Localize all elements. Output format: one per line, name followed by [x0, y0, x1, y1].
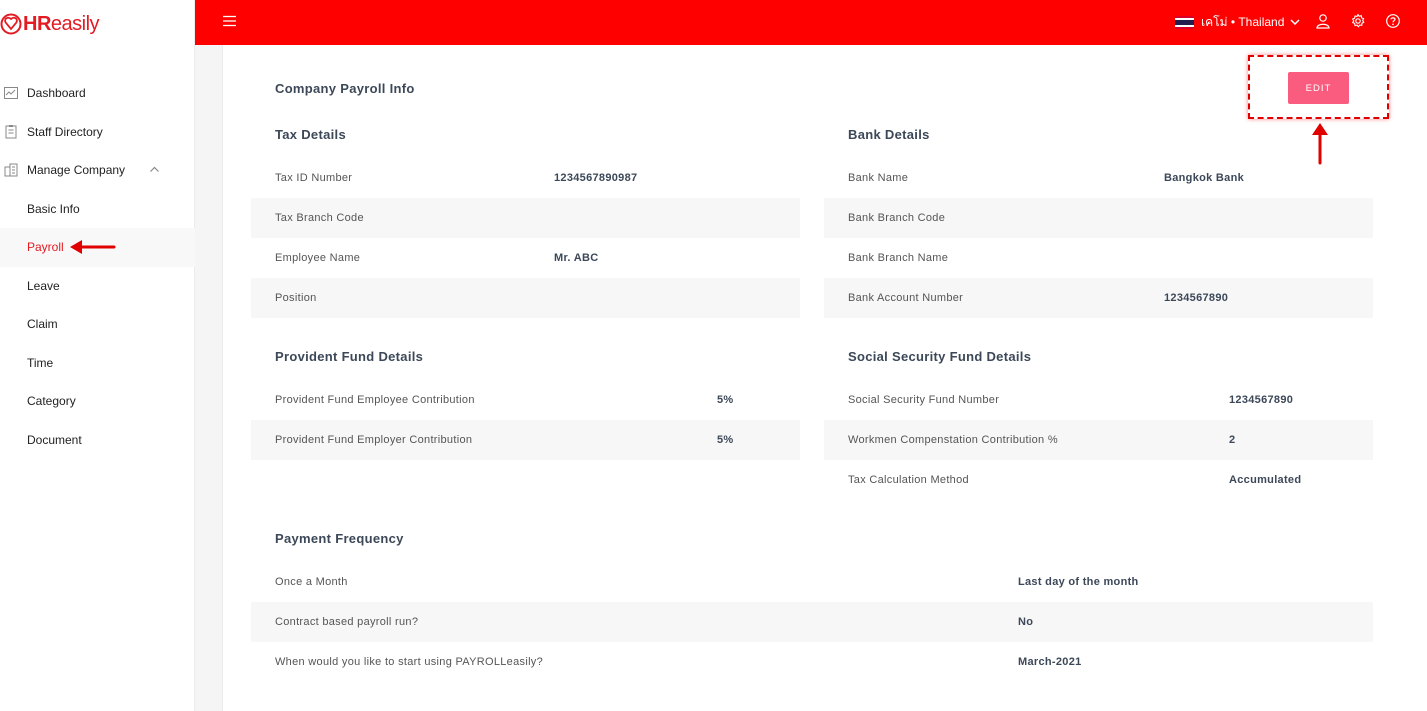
row-value: No — [1018, 616, 1034, 628]
provident-fund-title: Provident Fund Details — [275, 349, 424, 364]
provident-row-employer — [251, 420, 800, 460]
bank-details-title: Bank Details — [848, 127, 930, 142]
tax-row-employee-name — [251, 238, 800, 278]
company-selector-label: เคโม่ • Thailand — [1201, 14, 1285, 29]
sidebar-item-category[interactable] — [0, 382, 195, 421]
tax-row-position — [251, 278, 800, 318]
staff-directory-icon — [4, 125, 18, 139]
row-label: Tax ID Number — [275, 172, 353, 184]
payment-row-start-date — [251, 642, 1373, 682]
social-row-fund-number — [824, 380, 1373, 420]
row-label: Contract based payroll run? — [275, 616, 419, 628]
hamburger-icon[interactable] — [223, 14, 236, 28]
sidebar-item-basic-info[interactable] — [0, 190, 195, 229]
row-value: 1234567890987 — [554, 172, 638, 184]
payment-frequency-title: Payment Frequency — [275, 531, 404, 546]
sidebar-item-label: Basic Info — [27, 201, 80, 216]
row-value: Mr. ABC — [554, 252, 599, 264]
row-label: Bank Name — [848, 172, 909, 184]
chevron-down-icon — [1289, 16, 1301, 28]
gear-icon[interactable] — [1350, 13, 1366, 29]
page-title: Company Payroll Info — [275, 81, 415, 96]
sidebar-item-staff-directory[interactable] — [0, 113, 195, 152]
row-value: 5% — [717, 434, 734, 446]
manage-company-icon — [4, 163, 18, 177]
tax-row-tax-id — [251, 158, 800, 198]
help-icon[interactable] — [1385, 13, 1401, 29]
row-label: Tax Branch Code — [275, 212, 364, 224]
bank-row-branch-name — [824, 238, 1373, 278]
bank-row-account-number — [824, 278, 1373, 318]
row-value: Last day of the month — [1018, 576, 1139, 588]
bank-row-branch-code — [824, 198, 1373, 238]
sidebar-item-label: Category — [27, 394, 76, 409]
row-label: Position — [275, 292, 317, 304]
edit-button[interactable]: EDIT — [1288, 72, 1349, 104]
provident-row-employee — [251, 380, 800, 420]
social-row-tax-calc-method — [824, 460, 1373, 500]
dashboard-icon — [4, 86, 18, 100]
row-value: 1234567890 — [1229, 394, 1294, 406]
bank-row-bank-name — [824, 158, 1373, 198]
row-label: Provident Fund Employer Contribution — [275, 434, 473, 446]
sidebar-item-label: Staff Directory — [27, 124, 103, 139]
row-label: Social Security Fund Number — [848, 394, 1000, 406]
sidebar-nav — [0, 74, 195, 459]
sidebar-item-label: Dashboard — [27, 86, 86, 101]
payroll-info-card — [222, 45, 1427, 711]
company-selector[interactable] — [1175, 12, 1301, 32]
row-value: 1234567890 — [1164, 292, 1229, 304]
row-label: Bank Account Number — [848, 292, 964, 304]
annotation-arrow-left — [68, 237, 118, 257]
sidebar-item-document[interactable] — [0, 421, 195, 460]
row-value: 5% — [717, 394, 734, 406]
top-bar — [195, 0, 1427, 45]
sidebar-item-claim[interactable] — [0, 305, 195, 344]
sidebar-item-label: Leave — [27, 278, 60, 293]
row-value: Bangkok Bank — [1164, 172, 1245, 184]
sidebar-item-label: Claim — [27, 317, 58, 332]
row-label: Employee Name — [275, 252, 361, 264]
row-value: Accumulated — [1229, 474, 1302, 486]
row-label: Bank Branch Name — [848, 252, 949, 264]
row-label: Bank Branch Code — [848, 212, 946, 224]
social-security-title: Social Security Fund Details — [848, 349, 1032, 364]
row-value: March-2021 — [1018, 656, 1082, 668]
hreasily-logo-icon — [0, 13, 22, 35]
row-label: When would you like to start using PAYROLLeasily? — [275, 656, 544, 668]
row-label: Workmen Compenstation Contribution % — [848, 434, 1058, 446]
sidebar-item-dashboard[interactable] — [0, 74, 195, 113]
sidebar-item-label: Payroll — [27, 240, 64, 255]
row-value: 2 — [1229, 434, 1236, 446]
sidebar — [0, 0, 195, 711]
hreasily-logo[interactable] — [0, 12, 99, 36]
logo-text: HReasily — [23, 12, 100, 35]
payment-row-contract-based — [251, 602, 1373, 642]
payment-row-once-a-month — [251, 562, 1373, 602]
chevron-up-icon[interactable] — [149, 164, 160, 175]
row-label: Tax Calculation Method — [848, 474, 969, 486]
sidebar-item-label: Time — [27, 355, 54, 370]
thailand-flag-icon — [1175, 16, 1194, 29]
social-row-workmen-comp — [824, 420, 1373, 460]
sidebar-item-time[interactable] — [0, 344, 195, 383]
sidebar-item-label: Manage Company — [27, 163, 126, 178]
user-icon[interactable] — [1315, 13, 1331, 29]
sidebar-item-leave[interactable] — [0, 267, 195, 306]
sidebar-item-label: Document — [27, 432, 82, 447]
sidebar-item-manage-company[interactable] — [0, 151, 195, 190]
tax-details-title: Tax Details — [275, 127, 346, 142]
tax-row-branch-code — [251, 198, 800, 238]
row-label: Provident Fund Employee Contribution — [275, 394, 475, 406]
row-label: Once a Month — [275, 576, 348, 588]
